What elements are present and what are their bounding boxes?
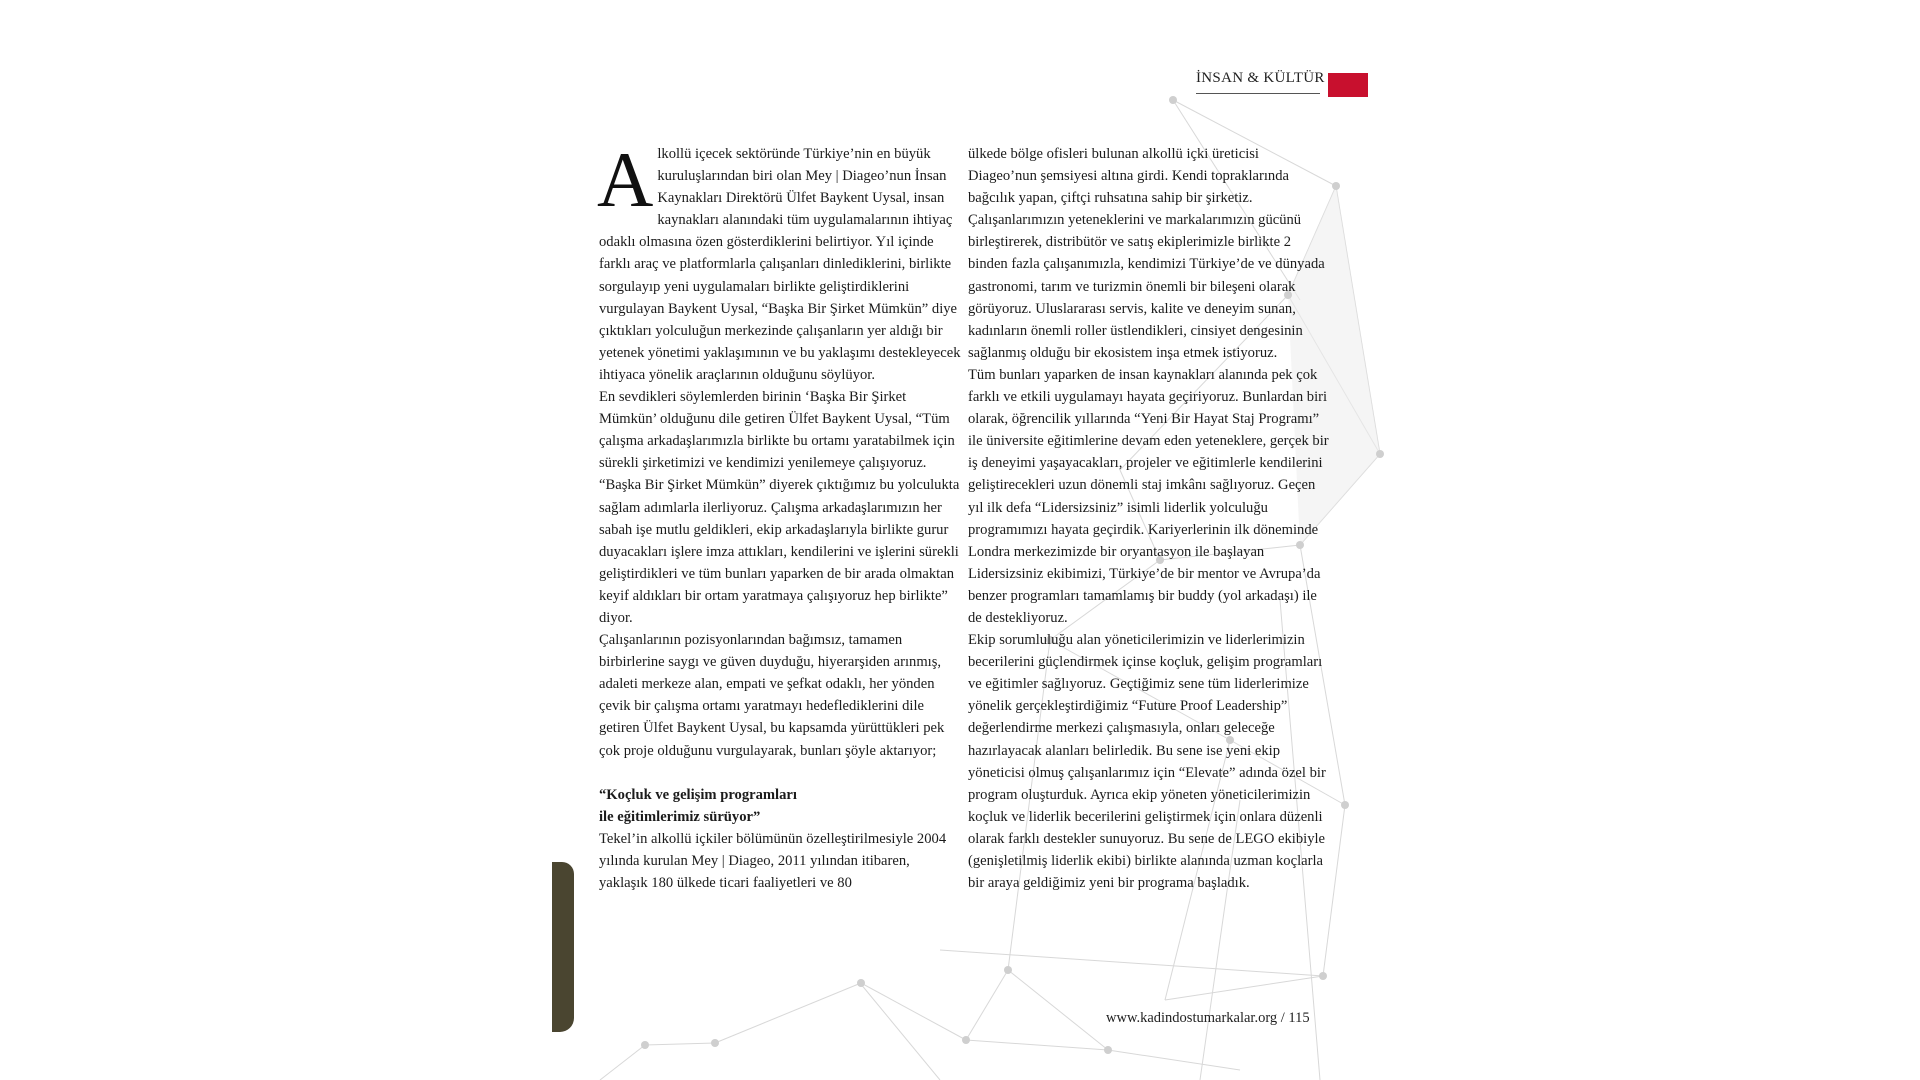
article-paragraph: ülkede bölge ofisleri bulunan alkollü içki üreticisi Diageo’nun şemsiyesi altına girdi. Kendi topraklarında bağcılık yapan, çiftçi ruhsatına sahip bir şirketiz. Çalışanlarımızın yeteneklerini ve markalarımızın gücünü birleştirerek, distribütör ve satış ekiplerimizle birlikte 2 binden fazla çalışanımızla, kendimizi Türkiye’de ve dünyada gastronomi, tarım ve turizmin önemli bir bileşeni olarak görüyoruz. Uluslararası servis, kalite ve deneyim sunan, kadınların önemli roller üstlendikleri, cinsiyet dengesinin sağlanmış olduğu bir ekosistem inşa etmek istiyoruz. [968, 146, 1325, 361]
article-paragraph: Tekel’in alkollü içkiler bölümünün özelleştirilmesiyle 2004 yılında kurulan Mey | Diageo, 2011 yılından itibaren, yaklaşık 180 ülkede ticari faaliyetleri ve 80 [599, 830, 947, 891]
article-paragraph: Çalışanlarının pozisyonlarından bağımsız, tamamen birbirlerine saygı ve güven duyduğu, hiyerarşiden arınmış, adaleti merkeze alan, empati ve şefkat odaklı, her yönden çevik bir çalışma ortamı yaratmayı hedeflediklerini dile getiren Ülfet Baykent Uysal, bu kapsamda yürüttükleri pek çok proje olduğunu vurgulayarak, bunları şöyle aktarıyor; [599, 632, 945, 759]
section-title: İNSAN & KÜLTÜR [1196, 70, 1325, 86]
article-subheading [599, 784, 961, 828]
article-paragraph: En sevdikleri söylemlerden birinin ‘Başka Bir Şirket Mümkün’ olduğunu dile getiren Ülfet Baykent Uysal, “Tüm çalışma arkadaşlarımızla birlikte bu ortamı yaratabilmek için sürekli şirketimizi ve kendimizi yenilemeye çalışıyoruz. “Başka Bir Şirket Mümkün” diyerek çıktığımız bu yolculukta sağlam adımlarla ilerliyoruz. Çalışma arkadaşlarımızın her sabah işe mutlu geldikleri, ekip arkadaşlarıyla birlikte gurur duyacakları işlere imza attıkları, kendilerini ve işlerini sürekli geliştirdikleri ve tüm bunları yaparken de bir arada olmaktan keyif aldıkları bir ortam yaratmaya çalışıyoruz hep birlikte” diyor. [599, 389, 960, 626]
section-color-block [1328, 73, 1368, 97]
article-paragraph: Ekip sorumluluğu alan yöneticilerimizin ve liderlerimizin becerilerini güçlendirmek içinse koçluk, gelişim programları ve eğitimler sağlıyoruz. Geçtiğimiz sene tüm liderlerimize yönelik gerçekleştirdiğimiz “Future Proof Leadership” değerlendirme merkezi çalışmasıyla, onları geleceğe hazırlayacak alanları belirledik. Bu sene ise yeni ekip yöneticisi olmuş çalışanlarımız için “Elevate” adında özel bir program oluşturduk. Ayrıca ekip yöneten yöneticilerimizin koçluk ve liderlik becerilerini geliştirmek için onlara düzenli olarak farklı destekler sunuyoruz. Bu sene de LEGO ekibiyle (genişletilmiş liderlik ekibi) birlikte alanında uzman koçlarla bir araya geldiğimiz yeni bir programa başladık. [968, 632, 1326, 892]
section-header [1196, 70, 1325, 94]
drop-cap: A [597, 136, 654, 223]
page-footer: www.kadindostumarkalar.org / 115 [1106, 1010, 1310, 1026]
article-left-column [597, 136, 961, 894]
photo-edge-fragment [552, 862, 574, 1032]
subheading-line: “Koçluk ve gelişim programları [599, 786, 797, 803]
subheading-line: ile eğitimlerimiz sürüyor” [599, 808, 761, 825]
section-title-underline [1196, 93, 1320, 94]
paragraph-text: lkollü içecek sektöründe Türkiye’nin en büyük kuruluşlarından biri olan Mey | Diageo’nun İnsan Kaynakları Direktörü Ülfet Baykent Uysal, insan kaynakları alanındaki tüm uygulamalarının ihtiyaç odaklı olmasına özen gösterdiklerini belirtiyor. Yıl içinde farklı araç ve platformlarla çalışanları dinlediklerini, birlikte sorgulayıp yeni uygulamaları birlikte geliştirdiklerini vurgulayan Baykent Uysal, “Başka Bir Şirket Mümkün” diye çıktıkları yolculuğun merkezinde çalışanların yer aldığı bir yetenek yönetimi yaklaşımının ve bu yaklaşımı destekleyecek ihtiyaca yönelik araçlarının olduğunu söylüyor. [599, 146, 961, 383]
article-right-column [968, 143, 1330, 894]
article-paragraph [597, 136, 961, 386]
article-paragraph: Tüm bunları yaparken de insan kaynakları alanında pek çok farklı ve etkili uygulamayı hayata geçiriyoruz. Bunlardan biri olarak, öğrencilik yıllarında “Yeni Bir Hayat Staj Programı” ile üniversite eğitimlerine devam eden yeteneklere, gerçek bir iş deneyimi yaşayacakları, projeler ve eğitimlerle kendilerini geliştirecekleri uzun dönemli staj imkânı sağlıyoruz. Geçen yıl ilk defa “Lidersizsiniz” isimli liderlik yolculuğu programımızı hayata geçirdik. Kariyerlerinin ilk döneminde Londra merkezimizde bir oryantasyon ile başlayan Lidersizsiniz ekibimizi, Türkiye’de bir mentor ve Avrupa’da benzer programları tamamlamış bir buddy (yol arkadaşı) ile de destekliyoruz. [968, 366, 1329, 626]
